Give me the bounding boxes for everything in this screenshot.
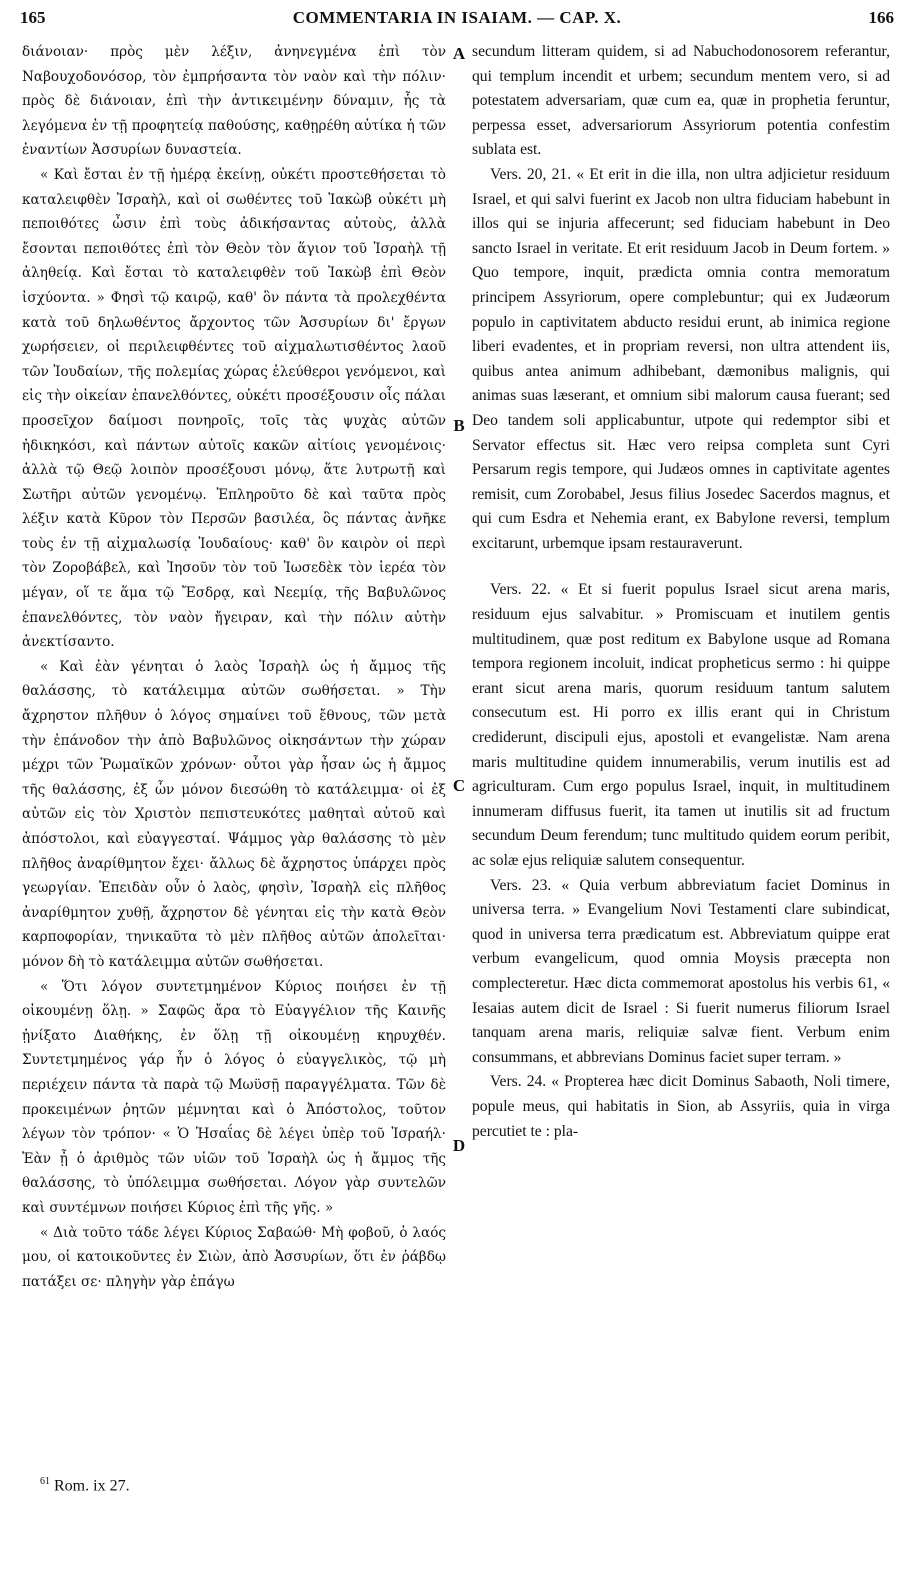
footnote-number: 61 (40, 1476, 50, 1487)
margin-letter-c: C (452, 776, 466, 795)
margin-letter-a: A (452, 44, 466, 63)
latin-column (472, 40, 890, 1144)
greek-paragraph: « Καὶ ἔσται ἐν τῇ ἡμέρᾳ ἐκείνῃ, οὐκέτι προστεθήσεται τὸ καταλειφθὲν Ἰσραὴλ, καὶ οἱ σωθέντες τοῦ Ἰακὼβ οὐκέτι μὴ πεποιθότες ὦσιν ἐπὶ τοὺς ἀδικήσαντας αὐτοὺς, ἀλλὰ ἔσονται πεποιθότες ἐπὶ τὸν Θεὸν τὸν ἅγιον τοῦ Ἰσραὴλ τῇ ἀληθείᾳ. Καὶ ἔσται τὸ καταλειφθὲν τοῦ Ἰακὼβ ἐπὶ Θεὸν ἰσχύοντα. » Φησὶ τῷ καιρῷ, καθ' ὃν πάντα τὰ προλεχθέντα κατὰ τοῦ δηλωθέντος ἄρχοντος τῶν Ἀσσυρίων δι' ἔργων χωρήσειεν, οἱ περιλειφθέντες τοῦ αἰχμαλωτισθέντος λαοῦ τῶν Ἰουδαίων, τῆς πολεμίας χώρας ἐλεύθεροι γενόμενοι, καὶ εἰς τὴν οἰκείαν ἐπανελθόντες, οὐκέτι προσέξουσιν οἷς πάλαι προσεῖχον δαίμοσι πονηροῖς, τοῖς τὰς ψυχὰς αὐτῶν ἠδικηκόσι, καὶ πάντων αὐτοῖς κακῶν αἰτίοις γενομένοις· ἀλλὰ τῷ Θεῷ λοιπὸν προσέξουσι μόνῳ, ἅτε λυτρωτῇ καὶ Σωτῆρι αὐτῶν γενομένῳ. Ἐπληροῦτο δὲ καὶ ταῦτα πρὸς λέξιν κατὰ Κῦρον τὸν Περσῶν βασιλέα, ὃς πάντας ἀνῆκε τοὺς ἐν τῇ αἰχμαλωσίᾳ Ἰουδαίους· καθ' ὃν καιρὸν οἱ περὶ τὸν Ζοροβάβελ, καὶ Ἰησοῦν τὸν τοῦ Ἰωσεδὲκ τὸν ἱερέα τὸν μέγαν, οἵ τε ἅμα τῷ Ἔσδρᾳ, καὶ Νεεμίᾳ, τῆς Βαβυλῶνος ἐπανελθόντες, τὸν ναὸν ἤγειραν, καὶ τὴν πόλιν αὐτὴν ἀνεκτίσαντο. (22, 166, 446, 651)
greek-paragraph: διάνοιαν· πρὸς μὲν λέξιν, ἀνηνεγμένα ἐπὶ τὸν Ναβουχοδονόσορ, τὸν ἐμπρήσαντα τὸν ναὸν καὶ τὴν πόλιν· πρὸς δὲ διάνοιαν, ἐπὶ τὴν ἀντικειμένην δύναμιν, ἧς τὰ λεγόμενα ἐν τῇ προφητείᾳ παθούσης, καθῃρέθη αὐτίκα ἡ τῶν ἐναντίων Ἀσσυρίων δυναστεία. (22, 44, 446, 159)
margin-letter-d: D (452, 1136, 466, 1155)
paragraph-gap (472, 556, 890, 578)
latin-paragraph: secundum litteram quidem, si ad Nabuchodonosorem referantur, qui templum incendit et urbem; secundum mentem vero, si ad potestatem adversariam, quæ cum ea, quæ in prophetia feruntur, perpessa esset, adversariorum Assyriorum potentia confestim sublata est. (472, 43, 890, 159)
greek-paragraph: « Καὶ ἐὰν γένηται ὁ λαὸς Ἰσραὴλ ὡς ἡ ἄμμος τῆς θαλάσσης, τὸ κατάλειμμα αὐτῶν σωθήσεται. » Τὴν ἄχρηστον πλῆθυν ὁ λόγος σημαίνει τοῦ ἔθνους, τῶν μετὰ τὴν ἐπάνοδον τὴν ἀπὸ Βαβυλῶνος οἰκησάντων τὴν χώραν μέχρι τῶν Ῥωμαϊκῶν χρόνων· οὗτοι γὰρ ἦσαν ὡς ἡ ἄμμος τῆς θαλάσσης, ἐξ ὧν μόνον διεσώθη τὸ κατάλειμμα· οἱ ἐξ αὐτῶν εἰς τὸν Χριστὸν πεπιστευκότες μαθηταὶ αὐτοῦ καὶ ἀπόστολοι, καὶ εὐαγγεσταί. Ψάμμος γὰρ θαλάσσης τὸ μὲν πλῆθος ἀναρίθμητον ἔχει· ἄλλως δὲ ἄχρηστος ὑπάρχει πρὸς γεωργίαν. Ἐπειδὰν οὖν ὁ λαὸς, φησὶν, Ἰσραὴλ εἰς πλῆθος ἀναρίθμητον χυθῇ, ἄχρηστον δὲ γένηται εἰς τὴν κατὰ Θεὸν καρποφορίαν, τηνικαῦτα τὸ μὲν πλῆθος αὐτῶν ἀπολεῖται· μόνον δὴ τὸ κατάλειμμα αὐτῶν σωθήσεται. (22, 658, 446, 970)
margin-letter-b: B (453, 416, 465, 435)
footnote-text: Rom. ix 27. (54, 1477, 130, 1495)
running-header (20, 8, 894, 34)
greek-paragraph: « Ὅτι λόγον συντετμημένον Κύριος ποιήσει ἐν τῇ οἰκουμένῃ ὅλῃ. » Σαφῶς ἄρα τὸ Εὐαγγέλιον τῆς Καινῆς ᾐνίξατο Διαθήκης, ἐν ὅλῃ τῇ οἰκουμένῃ κηρυχθέν. Συντετμημένος γάρ ἦν ὁ λόγος ὁ εὐαγγελικὸς, τῷ μὴ περιέχειν πάντα τὰ παρὰ τῷ Μωϋσῇ παραγγέλματα. Τῶν δὲ προκειμένων ῥητῶν μέμνηται καὶ ὁ Ἀπόστολος, τοῦτον λέγων τὸν τρόπον· « Ὁ Ἡσαΐας δὲ λέγει ὑπὲρ τοῦ Ἰσραήλ· Ἐὰν ᾖ ὁ ἀριθμὸς τῶν υἱῶν τοῦ Ἰσραὴλ ὡς ἡ ἄμμος τῆς θαλάσσης, τὸ ὑπόλειμμα σωθήσεται. Λόγον γὰρ συντελῶν καὶ συντέμνων ποιήσει Κύριος ἐπὶ τῆς γῆς. » (22, 978, 446, 1216)
latin-paragraph: Vers. 20, 21. « Et erit in die illa, non ultra adjicietur residuum Israel, et qui salvi fuerint ex Jacob non ultra fiduciam habebunt in illos qui se injuria affecerunt; sed fiduciam habebunt in Deo sancto Israel in veritate. Et erit residuum Jacob in Deum fortem. » Quo tempore, inquit, prædicta omnia contra memoratum principem Assyriorum, opere complebuntur; qui ex Judæorum populo in captivitatem abducto residui erunt, ab inimica regione liberi evadentes, et in propriam reversi, non ultra attendent iis, quibus antea animum adhibebant, dæmonibus malignis, qui animas suas læserant, et omnium sibi malorum causa fuerant; sed Deo tandem soli applicabuntur, utpote qui redemptor sibi et Servator effectus sit. Hæc vero reipsa completa sunt Cyri Persarum regis tempore, qui Judæos omnes in captivitate agentes remisit, cum Zorobabel, Jesus filius Josedec Sacerdos magnus, et qui cum Esdra et Nehemia erant, ex Babylone reversi, templum excitarunt, urbemque ipsam restauraverunt. (472, 165, 890, 552)
greek-column (22, 40, 446, 1294)
latin-paragraph: Vers. 23. « Quia verbum abbreviatum faciet Dominus in universa terra. » Evangelium Novi Testamenti clare subindicat, quod in universa terra prædicatum est. Abbreviatum quippe erat verbum evangelicum, quod omnia Moysis præcepta non complecteretur. Hæc dicta commemorat apostolus his verbis 61, « Iesaias autem dicit de Israel : Si fuerit numerus filiorum Israel tanquam arena maris, reliquiæ salvæ fient. Verbum enim consummans, et abbrevians Dominus faciet super terram. » (472, 876, 890, 1066)
latin-paragraph: Vers. 24. « Propterea hæc dicit Dominus Sabaoth, Noli timere, popule meus, qui habitatis in Sion, ab Assyriis, quia in virga percutiet te : pla- (472, 1073, 890, 1140)
running-title: COMMENTARIA IN ISAIAM. — CAP. X. (292, 8, 622, 27)
greek-paragraph: « Διὰ τοῦτο τάδε λέγει Κύριος Σαβαώθ· Μὴ φοβοῦ, ὁ λαός μου, οἱ κατοικοῦντες ἐν Σιὼν, ἀπὸ Ἀσσυρίων, ὅτι ἐν ῥάβδῳ πατάξει σε· πληγὴν γὰρ ἐπάγω (22, 1224, 446, 1290)
page-number-right: 166 (868, 8, 894, 27)
latin-paragraph: Vers. 22. « Et si fuerit populus Israel sicut arena maris, residuum ejus salvabitur. » Promiscuam et inutilem gentis multitudinem, quæ post reditum ex Babylone usque ad Romana tempora regionem incoluit, indicat propheticus sermo : hi quippe erant sicut arena maris, quorum residuum tantum salutem consecutum est. Hi porro ex illis erant qui in Christum crediderunt, discipuli ejus, apostoli et evangelistæ. Nam arena maris multitudine quidem innumerabilis, verum inutilis est ad agriculturam. Cum ergo populus Israel, inquit, in multitudinem innumeram diffusus fuerit, ita tamen ut inutilis sit ad fructum secundum Deum ferendum; tunc multitudo quidem eorum peribit, ac solæ ejus reliquiæ salutem consequentur. (472, 581, 890, 869)
page-number-left: 165 (20, 8, 46, 27)
footnote (40, 1476, 130, 1495)
